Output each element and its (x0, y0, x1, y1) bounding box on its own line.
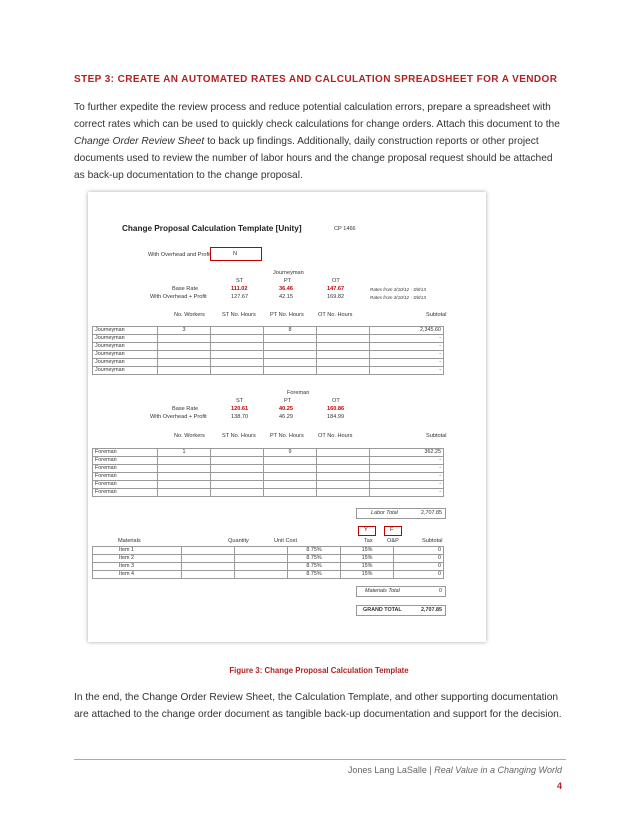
foreman-row (93, 473, 444, 481)
material-row (93, 563, 444, 571)
foreman-cell-workers (158, 465, 211, 473)
mat-header-quantity: Quantity (228, 538, 249, 544)
foreman-row (93, 489, 444, 497)
foreman-cell-pt (264, 489, 317, 497)
foreman-cell-name: Foreman (93, 481, 158, 489)
journeyman-row (93, 359, 444, 367)
foreman-cell-ot (317, 473, 370, 481)
foreman-cell-name: Foreman (93, 465, 158, 473)
footer (348, 765, 562, 775)
jm-ohp-ot: 169.82 (327, 294, 345, 300)
journeyman-cell-workers (158, 343, 211, 351)
foreman-row (93, 481, 444, 489)
journeyman-cell-name: Journeyman (93, 367, 158, 375)
material-cell-tax: 8.75% (288, 563, 341, 571)
journeyman-cell-name: Journeyman (93, 351, 158, 359)
foreman-cell-st (211, 465, 264, 473)
journeyman-cell-workers: 3 (158, 327, 211, 335)
material-row (93, 555, 444, 563)
material-cell-empty (182, 571, 235, 579)
foreman-cell-ot (317, 481, 370, 489)
journeyman-cell-st (211, 343, 264, 351)
fm-header-workers: No. Workers (174, 433, 205, 439)
footer-separator: | (426, 765, 435, 775)
material-cell-empty (182, 563, 235, 571)
material-cell-subtotal: 0 (394, 563, 444, 571)
grand-total-box (356, 605, 446, 616)
foreman-cell-subtotal: - (370, 457, 444, 465)
foreman-cell-st (211, 489, 264, 497)
journeyman-cell-subtotal: - (370, 343, 444, 351)
materials-total-label: Materials Total (365, 588, 400, 594)
labor-total-value: 2,707.85 (421, 510, 442, 516)
journeyman-cell-name: Journeyman (93, 359, 158, 367)
foreman-cell-st (211, 481, 264, 489)
jm-ohp-pt: 42.15 (279, 294, 293, 300)
cp-number: CP 1466 (334, 226, 356, 232)
intro-italic: Change Order Review Sheet (74, 136, 205, 147)
journeyman-cell-ot (317, 359, 370, 367)
closing-paragraph: In the end, the Change Order Review Sheet, the Calculation Template, and other supporting documentation are attached to the change order document as tangible back-up documentation and support for the decision. (74, 692, 562, 720)
foreman-group-label: Foreman (287, 390, 310, 396)
section-heading: STEP 3: CREATE AN AUTOMATED RATES AND CALCULATION SPREADSHEET FOR A VENDOR (74, 74, 558, 85)
overhead-label: With Overhead and Profit (148, 252, 211, 258)
jm-header-st: ST No. Hours (222, 312, 256, 318)
jm-header-workers: No. Workers (174, 312, 205, 318)
journeyman-cell-subtotal: - (370, 367, 444, 375)
fm-header-subtotal: Subtotal (426, 433, 447, 439)
journeyman-cell-ot (317, 335, 370, 343)
footer-company: Jones Lang LaSalle (347, 765, 427, 775)
foreman-cell-workers (158, 489, 211, 497)
grand-total-label: GRAND TOTAL (363, 607, 402, 613)
journeyman-cell-ot (317, 367, 370, 375)
footer-divider (74, 759, 566, 760)
foreman-cell-pt (264, 473, 317, 481)
jm-ohp-st: 127.67 (231, 294, 249, 300)
journeyman-cell-pt (264, 367, 317, 375)
material-cell-empty (235, 563, 288, 571)
fm-base-pt: 40.25 (279, 406, 293, 412)
foreman-cell-pt (264, 465, 317, 473)
foreman-cell-pt: 9 (264, 449, 317, 457)
mat-header-op: O&P (387, 538, 399, 544)
jm-header-subtotal: Subtotal (426, 312, 447, 318)
fm-col-st: ST (236, 398, 244, 404)
mat-header-materials: Materials (118, 538, 141, 544)
journeyman-cell-name: Journeyman (93, 343, 158, 351)
foreman-cell-subtotal: - (370, 473, 444, 481)
mat-header-subtotal: Subtotal (422, 538, 443, 544)
fm-col-ot: OT (332, 398, 340, 404)
material-cell-name: Item 2 (93, 555, 182, 563)
journeyman-row (93, 351, 444, 359)
material-cell-empty (182, 555, 235, 563)
flag-y: Y (364, 527, 368, 533)
material-cell-tax: 8.75% (288, 571, 341, 579)
material-cell-op: 15% (341, 555, 394, 563)
fm-ohp-ot: 184.99 (327, 414, 345, 420)
foreman-cell-name: Foreman (93, 449, 158, 457)
fm-base-label: Base Rate (172, 406, 199, 412)
journeyman-table (92, 326, 444, 375)
materials-total-box (356, 586, 446, 597)
jm-base-label: Base Rate (172, 286, 199, 292)
material-cell-op: 15% (341, 571, 394, 579)
journeyman-cell-ot (317, 343, 370, 351)
mat-header-tax: Tax (364, 538, 373, 544)
jm-header-ot: OT No. Hours (318, 312, 353, 318)
journeyman-group-label: Journeyman (273, 270, 304, 276)
journeyman-row (93, 343, 444, 351)
foreman-cell-name: Foreman (93, 457, 158, 465)
journeyman-cell-ot (317, 351, 370, 359)
journeyman-row (93, 367, 444, 375)
material-cell-empty (182, 547, 235, 555)
foreman-cell-ot (317, 457, 370, 465)
foreman-cell-st (211, 457, 264, 465)
page-number: 4 (556, 781, 562, 791)
material-row (93, 547, 444, 555)
journeyman-cell-subtotal: 2,345.60 (370, 327, 444, 335)
jm-base-pt: 36.46 (279, 286, 293, 292)
fm-ohp-label: With Overhead + Profit (150, 414, 207, 420)
calculation-template-figure (88, 192, 486, 642)
foreman-cell-st (211, 449, 264, 457)
journeyman-cell-workers (158, 351, 211, 359)
material-cell-op: 15% (341, 547, 394, 555)
journeyman-row (93, 327, 444, 335)
material-cell-subtotal: 0 (394, 555, 444, 563)
material-cell-tax: 8.75% (288, 547, 341, 555)
materials-table (92, 546, 444, 579)
foreman-cell-name: Foreman (93, 473, 158, 481)
foreman-cell-st (211, 473, 264, 481)
foreman-cell-ot (317, 489, 370, 497)
foreman-cell-workers (158, 473, 211, 481)
foreman-cell-pt (264, 457, 317, 465)
intro-text-1: To further expedite the review process and reduce potential calculation errors, prepare a spreadsheet with correct rates which can be used to quickly check calculations for change orders. Attach this document to the (74, 102, 560, 130)
journeyman-cell-st (211, 335, 264, 343)
journeyman-cell-pt (264, 343, 317, 351)
fm-base-st: 120.61 (231, 406, 249, 412)
jm-col-st: ST (236, 278, 244, 284)
foreman-cell-workers (158, 481, 211, 489)
jm-base-note: Rates from 3/10/12 - 3/8/13 (370, 287, 426, 292)
journeyman-cell-subtotal: - (370, 351, 444, 359)
material-cell-tax: 8.75% (288, 555, 341, 563)
footer-tagline: Real Value in a Changing World (434, 765, 562, 775)
fm-header-ot: OT No. Hours (318, 433, 353, 439)
material-cell-subtotal: 0 (394, 571, 444, 579)
journeyman-cell-st (211, 351, 264, 359)
intro-text-2: to back up findings. Additionally, daily construction reports or other project documents used to review the number of labor hours and the change proposal request should be attached as back-up documentation to the change proposal. (74, 136, 553, 181)
foreman-cell-subtotal: - (370, 481, 444, 489)
jm-header-pt: PT No. Hours (270, 312, 304, 318)
journeyman-cell-subtotal: - (370, 359, 444, 367)
foreman-cell-workers: 1 (158, 449, 211, 457)
intro-paragraph (74, 99, 566, 184)
foreman-cell-pt (264, 481, 317, 489)
labor-total-label: Labor Total (371, 510, 398, 516)
journeyman-cell-st (211, 367, 264, 375)
fm-header-pt: PT No. Hours (270, 433, 304, 439)
material-cell-name: Item 1 (93, 547, 182, 555)
journeyman-cell-workers (158, 359, 211, 367)
jm-col-pt: PT (284, 278, 292, 284)
journeyman-cell-subtotal: - (370, 335, 444, 343)
fm-ohp-pt: 46.29 (279, 414, 293, 420)
material-cell-empty (235, 555, 288, 563)
foreman-cell-ot (317, 449, 370, 457)
journeyman-cell-pt (264, 335, 317, 343)
figure-caption: Figure 3: Change Proposal Calculation Template (229, 666, 409, 675)
journeyman-cell-pt (264, 359, 317, 367)
fm-base-ot: 160.86 (327, 406, 345, 412)
journeyman-cell-pt (264, 351, 317, 359)
labor-total-box (356, 508, 446, 519)
foreman-cell-subtotal: - (370, 489, 444, 497)
fm-col-pt: PT (284, 398, 292, 404)
jm-col-ot: OT (332, 278, 340, 284)
jm-base-ot: 147.67 (327, 286, 345, 292)
foreman-row (93, 449, 444, 457)
foreman-cell-ot (317, 465, 370, 473)
foreman-table (92, 448, 444, 497)
journeyman-cell-name: Journeyman (93, 327, 158, 335)
material-cell-op: 15% (341, 563, 394, 571)
foreman-cell-workers (158, 457, 211, 465)
material-cell-subtotal: 0 (394, 547, 444, 555)
figure-title: Change Proposal Calculation Template [Unity] (122, 224, 302, 233)
material-cell-empty (235, 571, 288, 579)
jm-ohp-label: With Overhead + Profit (150, 294, 207, 300)
overhead-value: N (233, 251, 238, 257)
journeyman-row (93, 335, 444, 343)
material-cell-name: Item 3 (93, 563, 182, 571)
material-row (93, 571, 444, 579)
journeyman-cell-name: Journeyman (93, 335, 158, 343)
foreman-row (93, 457, 444, 465)
foreman-cell-name: Foreman (93, 489, 158, 497)
jm-ohp-note: Rates from 3/10/12 - 3/8/13 (370, 295, 426, 300)
material-cell-name: Item 4 (93, 571, 182, 579)
journeyman-cell-workers (158, 367, 211, 375)
fm-header-st: ST No. Hours (222, 433, 256, 439)
journeyman-cell-st (211, 359, 264, 367)
journeyman-cell-pt: 8 (264, 327, 317, 335)
foreman-cell-subtotal: - (370, 465, 444, 473)
materials-total-value: 0 (439, 588, 442, 594)
grand-total-value: 2,707.85 (421, 607, 442, 613)
journeyman-cell-workers (158, 335, 211, 343)
journeyman-cell-ot (317, 327, 370, 335)
material-cell-empty (235, 547, 288, 555)
mat-header-unit-cost: Unit Cost (274, 538, 298, 544)
foreman-cell-subtotal: 362.25 (370, 449, 444, 457)
foreman-row (93, 465, 444, 473)
flag-f: F (390, 527, 394, 533)
fm-ohp-st: 138.70 (231, 414, 249, 420)
jm-base-st: 111.02 (231, 286, 248, 292)
journeyman-cell-st (211, 327, 264, 335)
